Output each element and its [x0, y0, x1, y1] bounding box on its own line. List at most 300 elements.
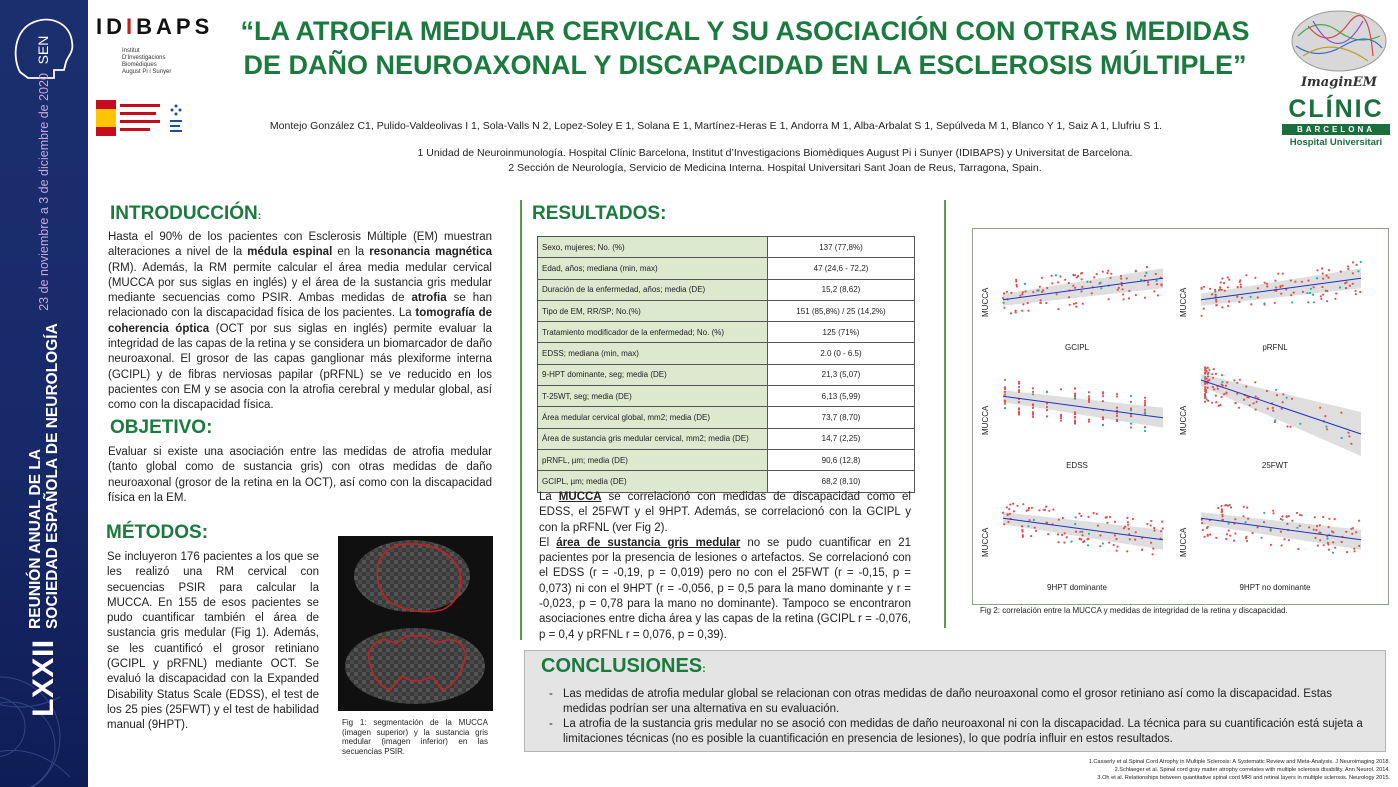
scatter-point — [1058, 519, 1060, 521]
scatter-point — [1156, 283, 1158, 285]
scatter-point — [1313, 301, 1315, 303]
scatter-point — [1297, 548, 1299, 550]
scatter-point — [1340, 271, 1342, 273]
scatter-point — [1294, 281, 1296, 283]
scatter-point — [1266, 285, 1268, 287]
intro-text — [108, 230, 492, 414]
scatter-point — [1120, 278, 1122, 280]
scatter-point — [1102, 417, 1104, 419]
scatter-point — [1127, 524, 1129, 526]
scatter-point — [1126, 277, 1128, 279]
scatter-point — [1074, 287, 1076, 289]
scatter-point — [1118, 287, 1120, 289]
scatter-point — [1093, 276, 1095, 278]
intro-bold: atrofia — [411, 292, 447, 305]
scatter-point — [1153, 290, 1155, 292]
scatter-point — [1116, 550, 1118, 552]
column-divider — [944, 200, 946, 628]
scatter-point — [1015, 280, 1017, 282]
scatter-point — [1307, 280, 1309, 282]
scatter-point — [1102, 400, 1104, 402]
scatter-point — [1063, 541, 1065, 543]
scatter-point — [1207, 375, 1209, 377]
scatter-point — [1204, 383, 1206, 385]
scatter-point — [1064, 279, 1066, 281]
scatter-point — [1313, 529, 1315, 531]
scatterplot-canvas — [1191, 357, 1371, 457]
table-row — [538, 258, 915, 279]
scatter-point — [1024, 283, 1026, 285]
scatterplot-hptnd — [1179, 479, 1371, 597]
scatter-point — [1075, 302, 1077, 304]
scatter-point — [1257, 287, 1259, 289]
table-value-cell: 2.0 (0 - 6.5) — [768, 343, 915, 364]
scatter-point — [1117, 289, 1119, 291]
scatter-point — [1301, 281, 1303, 283]
table-value-cell: 21,3 (5,07) — [768, 364, 915, 385]
scatter-point — [1221, 374, 1223, 376]
table-value-cell: 151 (85,8%) / 25 (14,2%) — [768, 300, 915, 321]
intro-bold: tomografía de coherencia óptica — [108, 307, 492, 335]
scatter-point — [1055, 274, 1057, 276]
conclusions-box — [524, 650, 1386, 752]
scatter-point — [1225, 392, 1227, 394]
scatter-point — [1022, 536, 1024, 538]
scatter-point — [1070, 541, 1072, 543]
scatter-point — [1347, 268, 1349, 270]
scatter-point — [1008, 508, 1010, 510]
table-row — [538, 300, 915, 321]
scatter-point — [1319, 407, 1321, 409]
scatter-point — [1113, 544, 1115, 546]
scatterplot-fwt — [1179, 357, 1371, 475]
clinic-line-3: Hospital Universitari — [1289, 137, 1383, 148]
scatter-point — [1051, 275, 1053, 277]
scatter-point — [1211, 293, 1213, 295]
scatter-point — [1209, 533, 1211, 535]
scatter-point — [1321, 286, 1323, 288]
sen-label: SEN — [35, 35, 51, 65]
scatter-point — [1022, 503, 1024, 505]
confidence-band — [1003, 390, 1163, 428]
y-axis-label: MUCCA — [1179, 287, 1188, 317]
scatter-point — [1088, 391, 1090, 393]
table-row — [538, 343, 915, 364]
scatter-point — [1122, 293, 1124, 295]
scatter-point — [1153, 527, 1155, 529]
scatter-point — [1080, 290, 1082, 292]
reference-item: 2.Schlaeger et al. Spinal cord gray matter atrophy correlates with multiple sclerosis disability. Ann Neurol. 2014. — [1114, 767, 1390, 773]
results-heading: RESULTADOS: — [532, 203, 667, 224]
scatter-point — [1281, 544, 1283, 546]
scatter-point — [1254, 381, 1256, 383]
scatter-point — [1249, 404, 1251, 406]
scatter-point — [1350, 528, 1352, 530]
scatter-point — [1030, 535, 1032, 537]
scatter-point — [1051, 282, 1053, 284]
scatter-point — [1353, 550, 1355, 552]
scatter-point — [1207, 380, 1209, 382]
scatter-point — [1129, 538, 1131, 540]
scatter-point — [1109, 277, 1111, 279]
x-axis-label: 9HPT dominante — [1047, 583, 1107, 592]
scatter-point — [1245, 274, 1247, 276]
scatter-point — [1328, 518, 1330, 520]
column-divider — [520, 200, 522, 640]
scatterplot-canvas — [1191, 479, 1371, 579]
scatter-point — [1132, 518, 1134, 520]
scatter-point — [1215, 401, 1217, 403]
scatter-point — [1068, 296, 1070, 298]
scatter-point — [1075, 531, 1077, 533]
scatter-point — [1012, 503, 1014, 505]
scatter-point — [1272, 407, 1274, 409]
scatter-point — [1255, 409, 1257, 411]
scatter-point — [1081, 286, 1083, 288]
intro-seg: Hasta el 90% de los pacientes con Esclerosis Múltiple (EM) muestran alteraciones a nivel de la — [108, 231, 492, 259]
scatter-point — [1080, 515, 1082, 517]
scatter-point — [1144, 400, 1146, 402]
scatter-point — [1075, 516, 1077, 518]
scatter-point — [1022, 291, 1024, 293]
scatter-point — [1215, 537, 1217, 539]
scatter-point — [1233, 379, 1235, 381]
idibaps-logo — [96, 14, 216, 76]
scatter-point — [1147, 284, 1149, 286]
scatter-point — [1060, 417, 1062, 419]
scatter-point — [1114, 521, 1116, 523]
scatter-point — [1120, 275, 1122, 277]
scatter-point — [1282, 273, 1284, 275]
scatter-point — [1135, 294, 1137, 296]
scatter-point — [1058, 541, 1060, 543]
scatter-point — [1044, 509, 1046, 511]
intro-heading — [110, 203, 261, 225]
scatter-point — [1041, 277, 1043, 279]
scatter-point — [1018, 389, 1020, 391]
fig2-caption: Fig 2: correlación entre la MUCCA y medidas de integridad de la retina y discapacidad. — [980, 606, 1288, 615]
scatter-point — [1082, 541, 1084, 543]
scatter-point — [1116, 420, 1118, 422]
scatter-point — [1270, 544, 1272, 546]
scatter-point — [1102, 424, 1104, 426]
scatter-point — [1150, 542, 1152, 544]
scatter-point — [1275, 286, 1277, 288]
scatter-point — [1108, 542, 1110, 544]
scatter-point — [1144, 402, 1146, 404]
intro-heading-text: INTRODUCCIÓN — [110, 203, 258, 224]
scatter-point — [1326, 290, 1328, 292]
scatter-point — [1234, 518, 1236, 520]
scatter-point — [1263, 512, 1265, 514]
scatter-point — [1033, 519, 1035, 521]
scatter-point — [1027, 302, 1029, 304]
scatter-point — [1267, 408, 1269, 410]
affiliation-2: 2 Sección de Neurología, Servicio de Medicina Interna. Hospital Universitari Sant Joan de Reus, Tarragona, Spain. — [508, 162, 1042, 174]
scatter-point — [1018, 401, 1020, 403]
scatter-point — [1326, 428, 1328, 430]
scatter-point — [1032, 403, 1034, 405]
scatter-point — [1282, 519, 1284, 521]
scatter-point — [1270, 530, 1272, 532]
scatter-point — [1078, 513, 1080, 515]
scatter-point — [1074, 413, 1076, 415]
scatter-point — [1018, 383, 1020, 385]
scatter-point — [1042, 289, 1044, 291]
x-axis-label: 25FWT — [1261, 461, 1289, 470]
scatter-point — [1116, 407, 1118, 409]
scatter-point — [1021, 531, 1023, 533]
meeting-dates: 23 de noviembre a 3 de diciembre de 2020 — [37, 73, 51, 311]
scatter-point — [1150, 524, 1152, 526]
scatter-point — [1221, 381, 1223, 383]
scatter-point — [1252, 532, 1254, 534]
scatter-point — [1079, 538, 1081, 540]
scatter-point — [1002, 512, 1004, 514]
scatter-point — [1072, 285, 1074, 287]
authors: Montejo González C1, Pulido-Valdeolivas I 1, Sola-Valls N 2, Lopez-Soley E 1, Solana E 1, Martínez-Heras E 1, Andorra M 1, Alba-Arbalat S 1, Sepúlveda M 1, Blanco Y 1, Saiz A 1, Llufriu S 1. — [269, 120, 1163, 132]
scatter-point — [1242, 515, 1244, 517]
scatter-point — [1130, 401, 1132, 403]
scatter-point — [1320, 532, 1322, 534]
scatter-point — [1107, 270, 1109, 272]
conclusions-heading-colon: : — [702, 663, 706, 675]
scatterplot-edss — [981, 357, 1173, 475]
scatter-point — [1032, 387, 1034, 389]
scatter-point — [1018, 391, 1020, 393]
scatterplot-hpt — [981, 479, 1173, 597]
scatter-point — [1007, 514, 1009, 516]
scatter-point — [1277, 273, 1279, 275]
scatter-point — [1066, 536, 1068, 538]
scatter-point — [1108, 298, 1110, 300]
scatter-point — [1291, 301, 1293, 303]
scatter-point — [1332, 531, 1334, 533]
scatter-point — [1074, 417, 1076, 419]
scatter-point — [1357, 270, 1359, 272]
scatter-point — [1257, 526, 1259, 528]
table-label-cell: T-25WT, seg; media (DE) — [538, 386, 768, 407]
scatter-point — [1046, 391, 1048, 393]
scatter-point — [1018, 411, 1020, 413]
x-axis-label: EDSS — [1066, 461, 1088, 470]
scatter-point — [1122, 288, 1124, 290]
scatter-point — [1035, 530, 1037, 532]
scatter-point — [1308, 526, 1310, 528]
scatter-point — [1314, 537, 1316, 539]
table-label-cell: Área medular cervical global, mm2; media (DE) — [538, 407, 768, 428]
scatter-point — [1288, 539, 1290, 541]
scatter-point — [1160, 284, 1162, 286]
meeting-line-2: SOCIEDAD ESPAÑOLA DE NEUROLOGÍA — [44, 323, 61, 629]
scatter-point — [1233, 540, 1235, 542]
scatter-point — [1046, 415, 1048, 417]
scatter-point — [1207, 387, 1209, 389]
scatter-point — [1240, 286, 1242, 288]
brain-icon — [1288, 6, 1390, 76]
scatter-point — [1004, 391, 1006, 393]
scatter-point — [1316, 269, 1318, 271]
scatter-point — [1221, 277, 1223, 279]
scatter-point — [1146, 523, 1148, 525]
scatter-point — [1250, 303, 1252, 305]
scatter-point — [1319, 539, 1321, 541]
x-axis-label: 9HPT no dominante — [1239, 583, 1311, 592]
scatter-point — [1227, 286, 1229, 288]
table-value-cell: 6,13 (5,99) — [768, 386, 915, 407]
scatter-point — [1332, 552, 1334, 554]
scatter-point — [1345, 287, 1347, 289]
scatter-point — [1346, 551, 1348, 553]
scatter-point — [1222, 384, 1224, 386]
scatter-point — [1350, 443, 1352, 445]
scatter-point — [1256, 401, 1258, 403]
scatter-point — [1245, 537, 1247, 539]
scatter-point — [1088, 397, 1090, 399]
scatter-point — [1324, 415, 1326, 417]
scatter-point — [1296, 527, 1298, 529]
scatter-point — [1206, 378, 1208, 380]
scatter-point — [1264, 282, 1266, 284]
scatter-point — [1299, 514, 1301, 516]
clinic-line-2: BARCELONA — [1282, 124, 1390, 135]
scatter-point — [1320, 295, 1322, 297]
scatter-point — [1135, 270, 1137, 272]
results-table — [537, 236, 915, 493]
table-label-cell: GCIPL, µm; media (DE) — [538, 471, 768, 492]
scatter-point — [1208, 369, 1210, 371]
scatter-point — [1211, 373, 1213, 375]
scatter-point — [1032, 291, 1034, 293]
scatter-point — [1347, 432, 1349, 434]
scatter-point — [1144, 397, 1146, 399]
scatter-point — [1290, 279, 1292, 281]
intro-bold: resonancia magnética — [369, 246, 492, 259]
scatter-point — [1128, 290, 1130, 292]
scatter-point — [1010, 312, 1012, 314]
y-axis-label: MUCCA — [1179, 405, 1188, 435]
scatter-point — [1355, 290, 1357, 292]
results-text — [539, 490, 911, 643]
mri-image-icon — [338, 536, 493, 711]
scatter-point — [1145, 272, 1147, 274]
scatter-point — [1026, 510, 1028, 512]
scatter-point — [1216, 304, 1218, 306]
results-seg: se correlacionó con medidas de discapacidad como el EDSS, el 25FWT y el 9HPT. Además, se correlacionó con la GCIPL y con la pRFNL (ver Fig 2). — [539, 491, 911, 534]
scatter-point — [1217, 507, 1219, 509]
scatter-point — [1234, 402, 1236, 404]
scatter-point — [1031, 507, 1033, 509]
y-axis-label: MUCCA — [1179, 527, 1188, 557]
scatter-point — [1144, 297, 1146, 299]
scatter-point — [1227, 276, 1229, 278]
scatter-point — [1099, 534, 1101, 536]
scatter-point — [1332, 541, 1334, 543]
scatter-point — [1288, 515, 1290, 517]
scatter-point — [1082, 303, 1084, 305]
conclusions-list — [547, 687, 1377, 747]
scatter-point — [1286, 523, 1288, 525]
scatter-point — [1204, 371, 1206, 373]
scatter-point — [1060, 415, 1062, 417]
scatter-point — [1328, 526, 1330, 528]
scatter-point — [1046, 287, 1048, 289]
scatter-point — [1219, 288, 1221, 290]
scatter-point — [1360, 261, 1362, 263]
scatter-point — [1348, 435, 1350, 437]
idibaps-wordmark: IDIBAPS — [96, 14, 214, 39]
scatter-point — [1081, 531, 1083, 533]
table-value-cell: 14,7 (2,25) — [768, 428, 915, 449]
scatter-point — [1130, 426, 1132, 428]
scatter-point — [1157, 294, 1159, 296]
scatter-point — [1130, 395, 1132, 397]
scatter-point — [1209, 288, 1211, 290]
idibaps-sub-line: Institut — [122, 48, 140, 54]
results-seg: no se pudo cuantificar en 21 pacientes por la presencia de lesiones o artefactos. Se correlacionó con el EDSS (r = -0,19, p = 0,019) pero no con el 25FWT (r = -0,15, p = 0,073) ni con el 9HPT (r = -0,056, p = 0,5 para la mano dominante y r = -0,023, p = 0,78 para la mano no dominante). Tampoco se encontraron asociaciones entre dicha área y las capas de la retina (GCIPL r = -0,076, p = 0,4 y pRFNL r = 0,076, p = 0,39). — [539, 536, 912, 641]
scatter-point — [1144, 275, 1146, 277]
scatter-point — [1286, 397, 1288, 399]
imaginem-label: ImaginEM — [1300, 75, 1378, 90]
table-label-cell: 9-HPT dominante, seg; media (DE) — [538, 364, 768, 385]
scatter-point — [1072, 274, 1074, 276]
scatter-point — [1307, 301, 1309, 303]
table-label-cell: Tratamiento modificador de la enfermedad; No. (%) — [538, 322, 768, 343]
scatter-point — [1018, 386, 1020, 388]
conclusion-item: - La atrofia de la sustancia gris medular no se asoció con medidas de daño neuroaxonal ni con la discapacidad. La técnica para su cuantificación está sujeta a limitaciones técnicas (no es posible la cuantificación en presencia de lesiones), lo que podría influir en estos resultados. — [547, 717, 1377, 747]
intro-seg: en la — [332, 246, 370, 259]
idibaps-sub-line: August Pi i Sunyer — [122, 69, 172, 75]
scatter-point — [1046, 409, 1048, 411]
scatter-point — [1317, 545, 1319, 547]
scatter-point — [1220, 505, 1222, 507]
scatter-point — [1286, 516, 1288, 518]
scatter-point — [1228, 300, 1230, 302]
scatter-point — [1110, 273, 1112, 275]
scatter-point — [1021, 293, 1023, 295]
scatter-point — [1306, 292, 1308, 294]
table-value-cell: 137 (77,8%) — [768, 237, 915, 258]
scatter-point — [1334, 518, 1336, 520]
scatter-point — [1326, 275, 1328, 277]
scatter-point — [1081, 278, 1083, 280]
scatter-point — [1038, 509, 1040, 511]
scatter-point — [1047, 533, 1049, 535]
scatter-point — [1234, 532, 1236, 534]
scatter-point — [1074, 387, 1076, 389]
scatter-point — [1282, 393, 1284, 395]
scatter-point — [1099, 545, 1101, 547]
scatter-point — [1245, 521, 1247, 523]
scatter-point — [1213, 388, 1215, 390]
scatter-point — [1029, 519, 1031, 521]
scatter-point — [1319, 524, 1321, 526]
scatter-point — [1130, 407, 1132, 409]
scatter-point — [1003, 292, 1005, 294]
scatter-point — [1238, 301, 1240, 303]
scatter-point — [1057, 533, 1059, 535]
scatter-point — [1291, 398, 1293, 400]
scatter-point — [1246, 540, 1248, 542]
scatter-point — [1223, 282, 1225, 284]
scatter-point — [1126, 550, 1128, 552]
scatter-point — [1359, 291, 1361, 293]
table-label-cell: Área de sustancia gris medular cervical, mm2; media (DE) — [538, 428, 768, 449]
scatter-point — [1130, 415, 1132, 417]
scatter-point — [1141, 549, 1143, 551]
reference-item: 3.Oh et al. Relationships between quantitative spinal cord MRI and retinal layers in multiple sclerosis. Neurology 2015. — [1097, 775, 1390, 781]
scatter-point — [1201, 522, 1203, 524]
